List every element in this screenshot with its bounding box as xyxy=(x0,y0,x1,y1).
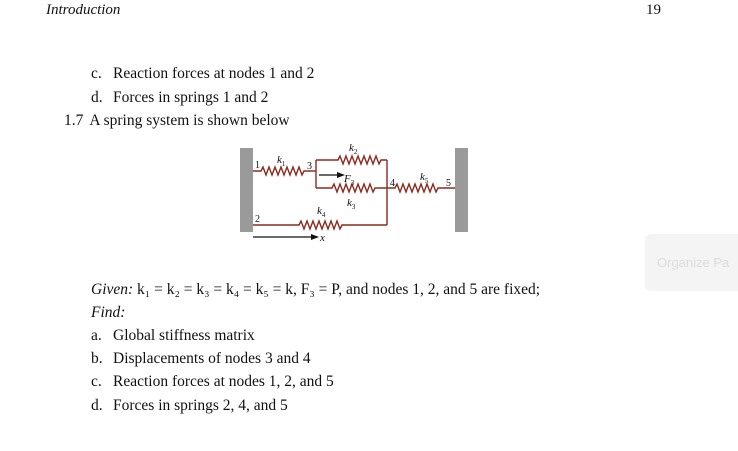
list-text: Reaction forces at nodes 1, 2, and 5 xyxy=(113,373,334,390)
list-item xyxy=(91,89,268,107)
force-label: $F_3$ xyxy=(344,173,355,187)
list-text: Reaction forces at nodes 1 and 2 xyxy=(113,65,315,82)
given-prefix: Given: xyxy=(91,281,134,298)
given-statement: k₁ = k₂ = k₃ = k₄ = k₅ = k, F₃ = P, and nodes 1, 2, and 5 are fixed; xyxy=(137,281,541,298)
node-label-4: 4 xyxy=(390,178,395,189)
right-wall xyxy=(455,148,468,232)
left-wall xyxy=(240,148,253,232)
spring-system-diagram xyxy=(235,138,475,246)
spring-label-4: $k_4$ xyxy=(317,205,326,219)
spring-2 xyxy=(316,156,387,164)
spring-label-1: $k_1$ xyxy=(277,154,286,168)
page-number: 19 xyxy=(646,2,661,18)
list-text: Forces in springs 2, 4, and 5 xyxy=(113,397,288,414)
node-label-5: 5 xyxy=(446,178,451,189)
list-item xyxy=(91,65,314,83)
list-item xyxy=(91,327,255,345)
spring-label-2: $k_2$ xyxy=(349,142,358,156)
problem-statement: A spring system is shown below xyxy=(89,112,290,129)
spring-label-3: $k_3$ xyxy=(347,197,356,211)
given-line xyxy=(91,281,540,299)
axis-label: x xyxy=(320,232,325,244)
list-text: Global stiffness matrix xyxy=(113,327,255,344)
spring-1 xyxy=(253,167,313,175)
node-label-1: 1 xyxy=(255,160,260,171)
list-marker: a. xyxy=(91,327,102,344)
spring-5 xyxy=(387,184,455,192)
spring-4 xyxy=(253,221,387,229)
running-head: Introduction xyxy=(46,2,121,18)
x-axis-arrowhead xyxy=(311,234,319,240)
list-marker: d. xyxy=(91,89,103,106)
list-marker: c. xyxy=(91,373,102,390)
node-label-3: 3 xyxy=(307,161,312,172)
list-marker: c. xyxy=(91,65,102,82)
organize-pages-button[interactable]: Organize Pa xyxy=(645,234,738,291)
problem-number: 1.7 xyxy=(64,112,84,129)
problem-heading xyxy=(64,112,290,130)
list-marker: b. xyxy=(91,350,103,367)
list-item xyxy=(91,397,288,415)
list-item xyxy=(91,350,311,368)
list-text: Forces in springs 1 and 2 xyxy=(113,89,269,106)
spring-label-5: $k_5$ xyxy=(420,171,429,185)
list-text: Displacements of nodes 3 and 4 xyxy=(113,350,311,367)
list-marker: d. xyxy=(91,397,103,414)
node-label-2: 2 xyxy=(255,214,260,225)
list-item xyxy=(91,373,334,391)
find-label: Find: xyxy=(91,304,126,321)
